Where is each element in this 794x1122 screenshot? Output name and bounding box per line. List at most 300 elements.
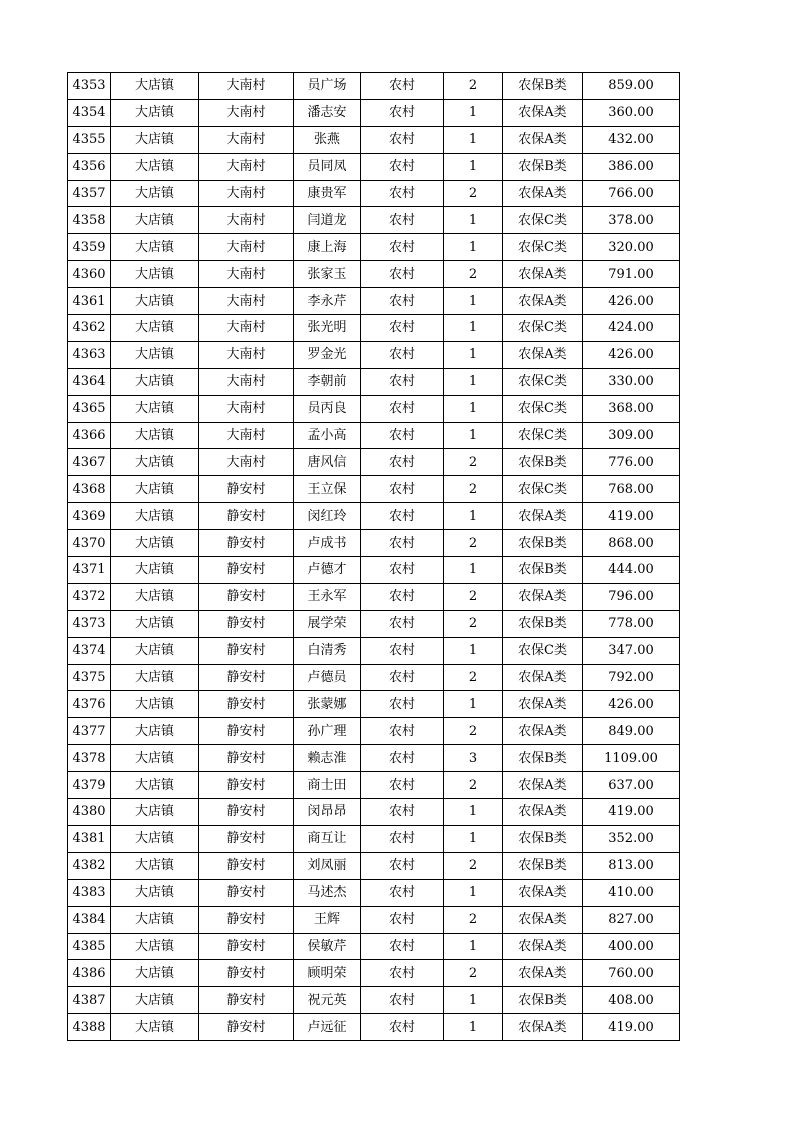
town-cell: 大店镇 (111, 234, 199, 261)
village-cell: 静安村 (199, 745, 294, 772)
name-cell: 马述杰 (294, 879, 361, 906)
village-cell: 大南村 (199, 153, 294, 180)
amount-cell: 768.00 (583, 476, 680, 503)
table-row (68, 960, 680, 987)
table-row (68, 234, 680, 261)
area-type-cell: 农村 (361, 315, 444, 342)
name-cell: 唐风信 (294, 449, 361, 476)
category-cell: 农保C类 (503, 476, 583, 503)
table-row (68, 530, 680, 557)
village-cell: 大南村 (199, 126, 294, 153)
name-cell: 孟小高 (294, 422, 361, 449)
town-cell: 大店镇 (111, 341, 199, 368)
row-number-cell: 4354 (68, 99, 111, 126)
category-cell: 农保C类 (503, 234, 583, 261)
people-count-cell: 2 (444, 960, 503, 987)
area-type-cell: 农村 (361, 73, 444, 100)
people-count-cell: 2 (444, 772, 503, 799)
row-number-cell: 4359 (68, 234, 111, 261)
town-cell: 大店镇 (111, 73, 199, 100)
village-cell: 静安村 (199, 933, 294, 960)
table-row (68, 718, 680, 745)
category-cell: 农保B类 (503, 610, 583, 637)
name-cell: 展学荣 (294, 610, 361, 637)
category-cell: 农保C类 (503, 315, 583, 342)
category-cell: 农保A类 (503, 960, 583, 987)
row-number-cell: 4364 (68, 368, 111, 395)
category-cell: 农保A类 (503, 691, 583, 718)
row-number-cell: 4379 (68, 772, 111, 799)
table-row (68, 772, 680, 799)
village-cell: 静安村 (199, 530, 294, 557)
row-number-cell: 4366 (68, 422, 111, 449)
town-cell: 大店镇 (111, 99, 199, 126)
category-cell: 农保A类 (503, 126, 583, 153)
area-type-cell: 农村 (361, 557, 444, 584)
table-row (68, 99, 680, 126)
amount-cell: 360.00 (583, 99, 680, 126)
village-cell: 大南村 (199, 395, 294, 422)
area-type-cell: 农村 (361, 476, 444, 503)
amount-cell: 426.00 (583, 288, 680, 315)
table-row (68, 315, 680, 342)
village-cell: 静安村 (199, 852, 294, 879)
village-cell: 大南村 (199, 99, 294, 126)
people-count-cell: 1 (444, 503, 503, 530)
category-cell: 农保A类 (503, 879, 583, 906)
town-cell: 大店镇 (111, 207, 199, 234)
name-cell: 商互让 (294, 825, 361, 852)
name-cell: 刘凤丽 (294, 852, 361, 879)
row-number-cell: 4377 (68, 718, 111, 745)
category-cell: 农保A类 (503, 99, 583, 126)
category-cell: 农保A类 (503, 180, 583, 207)
table-row (68, 126, 680, 153)
area-type-cell: 农村 (361, 879, 444, 906)
town-cell: 大店镇 (111, 906, 199, 933)
town-cell: 大店镇 (111, 637, 199, 664)
table-row (68, 261, 680, 288)
town-cell: 大店镇 (111, 530, 199, 557)
amount-cell: 792.00 (583, 664, 680, 691)
people-count-cell: 2 (444, 530, 503, 557)
row-number-cell: 4383 (68, 879, 111, 906)
name-cell: 员丙良 (294, 395, 361, 422)
town-cell: 大店镇 (111, 960, 199, 987)
people-count-cell: 1 (444, 99, 503, 126)
people-count-cell: 1 (444, 368, 503, 395)
village-cell: 大南村 (199, 422, 294, 449)
row-number-cell: 4376 (68, 691, 111, 718)
people-count-cell: 1 (444, 126, 503, 153)
area-type-cell: 农村 (361, 126, 444, 153)
amount-cell: 827.00 (583, 906, 680, 933)
category-cell: 农保A类 (503, 583, 583, 610)
area-type-cell: 农村 (361, 610, 444, 637)
people-count-cell: 1 (444, 557, 503, 584)
category-cell: 农保B类 (503, 852, 583, 879)
amount-cell: 859.00 (583, 73, 680, 100)
category-cell: 农保B类 (503, 557, 583, 584)
village-cell: 静安村 (199, 557, 294, 584)
row-number-cell: 4382 (68, 852, 111, 879)
amount-cell: 766.00 (583, 180, 680, 207)
area-type-cell: 农村 (361, 153, 444, 180)
people-count-cell: 2 (444, 718, 503, 745)
name-cell: 王永军 (294, 583, 361, 610)
row-number-cell: 4378 (68, 745, 111, 772)
name-cell: 卢远征 (294, 1014, 361, 1041)
table-row (68, 153, 680, 180)
row-number-cell: 4362 (68, 315, 111, 342)
town-cell: 大店镇 (111, 852, 199, 879)
amount-cell: 637.00 (583, 772, 680, 799)
amount-cell: 426.00 (583, 341, 680, 368)
amount-cell: 309.00 (583, 422, 680, 449)
people-count-cell: 2 (444, 664, 503, 691)
village-cell: 静安村 (199, 879, 294, 906)
people-count-cell: 1 (444, 395, 503, 422)
people-count-cell: 2 (444, 261, 503, 288)
name-cell: 卢成书 (294, 530, 361, 557)
town-cell: 大店镇 (111, 315, 199, 342)
town-cell: 大店镇 (111, 557, 199, 584)
people-count-cell: 1 (444, 207, 503, 234)
amount-cell: 760.00 (583, 960, 680, 987)
table-row (68, 583, 680, 610)
amount-cell: 352.00 (583, 825, 680, 852)
row-number-cell: 4384 (68, 906, 111, 933)
area-type-cell: 农村 (361, 180, 444, 207)
village-cell: 静安村 (199, 610, 294, 637)
town-cell: 大店镇 (111, 1014, 199, 1041)
category-cell: 农保A类 (503, 261, 583, 288)
category-cell: 农保B类 (503, 153, 583, 180)
people-count-cell: 1 (444, 153, 503, 180)
name-cell: 白清秀 (294, 637, 361, 664)
area-type-cell: 农村 (361, 664, 444, 691)
village-cell: 静安村 (199, 1014, 294, 1041)
village-cell: 静安村 (199, 691, 294, 718)
village-cell: 大南村 (199, 180, 294, 207)
amount-cell: 424.00 (583, 315, 680, 342)
village-cell: 静安村 (199, 664, 294, 691)
amount-cell: 444.00 (583, 557, 680, 584)
name-cell: 张家玉 (294, 261, 361, 288)
town-cell: 大店镇 (111, 449, 199, 476)
area-type-cell: 农村 (361, 987, 444, 1014)
row-number-cell: 4367 (68, 449, 111, 476)
people-count-cell: 1 (444, 341, 503, 368)
table-row (68, 180, 680, 207)
amount-cell: 368.00 (583, 395, 680, 422)
area-type-cell: 农村 (361, 341, 444, 368)
amount-cell: 778.00 (583, 610, 680, 637)
people-count-cell: 1 (444, 234, 503, 261)
town-cell: 大店镇 (111, 261, 199, 288)
village-cell: 静安村 (199, 799, 294, 826)
town-cell: 大店镇 (111, 503, 199, 530)
row-number-cell: 4374 (68, 637, 111, 664)
table-row (68, 73, 680, 100)
row-number-cell: 4365 (68, 395, 111, 422)
category-cell: 农保C类 (503, 368, 583, 395)
people-count-cell: 2 (444, 610, 503, 637)
village-cell: 大南村 (199, 234, 294, 261)
village-cell: 静安村 (199, 906, 294, 933)
area-type-cell: 农村 (361, 234, 444, 261)
row-number-cell: 4353 (68, 73, 111, 100)
village-cell: 静安村 (199, 637, 294, 664)
area-type-cell: 农村 (361, 718, 444, 745)
town-cell: 大店镇 (111, 583, 199, 610)
town-cell: 大店镇 (111, 126, 199, 153)
row-number-cell: 4370 (68, 530, 111, 557)
amount-cell: 347.00 (583, 637, 680, 664)
people-count-cell: 1 (444, 987, 503, 1014)
town-cell: 大店镇 (111, 745, 199, 772)
village-cell: 静安村 (199, 772, 294, 799)
village-cell: 静安村 (199, 718, 294, 745)
category-cell: 农保C类 (503, 395, 583, 422)
town-cell: 大店镇 (111, 180, 199, 207)
town-cell: 大店镇 (111, 368, 199, 395)
area-type-cell: 农村 (361, 637, 444, 664)
category-cell: 农保B类 (503, 73, 583, 100)
table-row (68, 691, 680, 718)
town-cell: 大店镇 (111, 610, 199, 637)
village-cell: 大南村 (199, 73, 294, 100)
category-cell: 农保A类 (503, 288, 583, 315)
amount-cell: 796.00 (583, 583, 680, 610)
name-cell: 闵昂昂 (294, 799, 361, 826)
area-type-cell: 农村 (361, 449, 444, 476)
people-count-cell: 1 (444, 799, 503, 826)
area-type-cell: 农村 (361, 745, 444, 772)
row-number-cell: 4358 (68, 207, 111, 234)
table-row (68, 288, 680, 315)
people-count-cell: 3 (444, 745, 503, 772)
amount-cell: 776.00 (583, 449, 680, 476)
row-number-cell: 4380 (68, 799, 111, 826)
amount-cell: 432.00 (583, 126, 680, 153)
area-type-cell: 农村 (361, 960, 444, 987)
town-cell: 大店镇 (111, 153, 199, 180)
town-cell: 大店镇 (111, 987, 199, 1014)
people-count-cell: 1 (444, 879, 503, 906)
category-cell: 农保C类 (503, 422, 583, 449)
row-number-cell: 4369 (68, 503, 111, 530)
amount-cell: 1109.00 (583, 745, 680, 772)
amount-cell: 791.00 (583, 261, 680, 288)
name-cell: 员同凤 (294, 153, 361, 180)
village-cell: 静安村 (199, 960, 294, 987)
name-cell: 赖志淮 (294, 745, 361, 772)
amount-cell: 330.00 (583, 368, 680, 395)
amount-cell: 408.00 (583, 987, 680, 1014)
amount-cell: 386.00 (583, 153, 680, 180)
name-cell: 李朝前 (294, 368, 361, 395)
people-count-cell: 2 (444, 476, 503, 503)
town-cell: 大店镇 (111, 933, 199, 960)
category-cell: 农保A类 (503, 799, 583, 826)
name-cell: 闫道龙 (294, 207, 361, 234)
table-row (68, 664, 680, 691)
town-cell: 大店镇 (111, 799, 199, 826)
village-cell: 大南村 (199, 368, 294, 395)
name-cell: 王立保 (294, 476, 361, 503)
row-number-cell: 4372 (68, 583, 111, 610)
town-cell: 大店镇 (111, 288, 199, 315)
row-number-cell: 4363 (68, 341, 111, 368)
name-cell: 张光明 (294, 315, 361, 342)
name-cell: 罗金光 (294, 341, 361, 368)
village-cell: 大南村 (199, 449, 294, 476)
table-row (68, 207, 680, 234)
town-cell: 大店镇 (111, 422, 199, 449)
table-row (68, 987, 680, 1014)
table-body (68, 73, 680, 1041)
category-cell: 农保C类 (503, 207, 583, 234)
village-cell: 大南村 (199, 207, 294, 234)
people-count-cell: 2 (444, 906, 503, 933)
name-cell: 张蒙娜 (294, 691, 361, 718)
people-count-cell: 1 (444, 637, 503, 664)
area-type-cell: 农村 (361, 422, 444, 449)
category-cell: 农保B类 (503, 745, 583, 772)
town-cell: 大店镇 (111, 772, 199, 799)
town-cell: 大店镇 (111, 718, 199, 745)
area-type-cell: 农村 (361, 906, 444, 933)
table-row (68, 933, 680, 960)
town-cell: 大店镇 (111, 476, 199, 503)
table-row (68, 879, 680, 906)
people-count-cell: 1 (444, 691, 503, 718)
area-type-cell: 农村 (361, 207, 444, 234)
people-count-cell: 1 (444, 1014, 503, 1041)
amount-cell: 320.00 (583, 234, 680, 261)
area-type-cell: 农村 (361, 933, 444, 960)
people-count-cell: 2 (444, 852, 503, 879)
row-number-cell: 4386 (68, 960, 111, 987)
table-row (68, 852, 680, 879)
amount-cell: 410.00 (583, 879, 680, 906)
table-row (68, 1014, 680, 1041)
amount-cell: 813.00 (583, 852, 680, 879)
name-cell: 卢德员 (294, 664, 361, 691)
category-cell: 农保B类 (503, 449, 583, 476)
village-cell: 大南村 (199, 315, 294, 342)
area-type-cell: 农村 (361, 288, 444, 315)
amount-cell: 849.00 (583, 718, 680, 745)
name-cell: 康上海 (294, 234, 361, 261)
village-cell: 静安村 (199, 825, 294, 852)
name-cell: 侯敏芹 (294, 933, 361, 960)
category-cell: 农保A类 (503, 718, 583, 745)
table-row (68, 422, 680, 449)
row-number-cell: 4375 (68, 664, 111, 691)
name-cell: 潘志安 (294, 99, 361, 126)
people-count-cell: 2 (444, 449, 503, 476)
row-number-cell: 4381 (68, 825, 111, 852)
table-row (68, 449, 680, 476)
amount-cell: 419.00 (583, 799, 680, 826)
people-count-cell: 1 (444, 315, 503, 342)
area-type-cell: 农村 (361, 368, 444, 395)
amount-cell: 378.00 (583, 207, 680, 234)
category-cell: 农保B类 (503, 530, 583, 557)
amount-cell: 400.00 (583, 933, 680, 960)
village-cell: 大南村 (199, 261, 294, 288)
row-number-cell: 4360 (68, 261, 111, 288)
table-row (68, 557, 680, 584)
area-type-cell: 农村 (361, 772, 444, 799)
name-cell: 卢德才 (294, 557, 361, 584)
row-number-cell: 4388 (68, 1014, 111, 1041)
village-cell: 静安村 (199, 503, 294, 530)
people-count-cell: 1 (444, 933, 503, 960)
row-number-cell: 4373 (68, 610, 111, 637)
row-number-cell: 4387 (68, 987, 111, 1014)
village-cell: 大南村 (199, 288, 294, 315)
amount-cell: 426.00 (583, 691, 680, 718)
category-cell: 农保A类 (503, 933, 583, 960)
category-cell: 农保B类 (503, 825, 583, 852)
table-row (68, 637, 680, 664)
name-cell: 顾明荣 (294, 960, 361, 987)
row-number-cell: 4355 (68, 126, 111, 153)
people-count-cell: 1 (444, 825, 503, 852)
category-cell: 农保A类 (503, 503, 583, 530)
people-count-cell: 1 (444, 422, 503, 449)
name-cell: 孙广理 (294, 718, 361, 745)
row-number-cell: 4356 (68, 153, 111, 180)
area-type-cell: 农村 (361, 99, 444, 126)
table-row (68, 825, 680, 852)
table-row (68, 906, 680, 933)
category-cell: 农保A类 (503, 341, 583, 368)
name-cell: 李永芹 (294, 288, 361, 315)
town-cell: 大店镇 (111, 664, 199, 691)
amount-cell: 868.00 (583, 530, 680, 557)
area-type-cell: 农村 (361, 530, 444, 557)
table-row (68, 395, 680, 422)
data-table (67, 72, 680, 1041)
area-type-cell: 农村 (361, 852, 444, 879)
village-cell: 静安村 (199, 987, 294, 1014)
table-row (68, 476, 680, 503)
amount-cell: 419.00 (583, 1014, 680, 1041)
row-number-cell: 4357 (68, 180, 111, 207)
area-type-cell: 农村 (361, 583, 444, 610)
table-row (68, 503, 680, 530)
town-cell: 大店镇 (111, 825, 199, 852)
village-cell: 静安村 (199, 583, 294, 610)
category-cell: 农保C类 (503, 637, 583, 664)
row-number-cell: 4385 (68, 933, 111, 960)
area-type-cell: 农村 (361, 825, 444, 852)
area-type-cell: 农村 (361, 799, 444, 826)
area-type-cell: 农村 (361, 503, 444, 530)
area-type-cell: 农村 (361, 1014, 444, 1041)
name-cell: 商士田 (294, 772, 361, 799)
row-number-cell: 4371 (68, 557, 111, 584)
town-cell: 大店镇 (111, 879, 199, 906)
people-count-cell: 2 (444, 73, 503, 100)
table-row (68, 368, 680, 395)
people-count-cell: 2 (444, 583, 503, 610)
name-cell: 祝元英 (294, 987, 361, 1014)
